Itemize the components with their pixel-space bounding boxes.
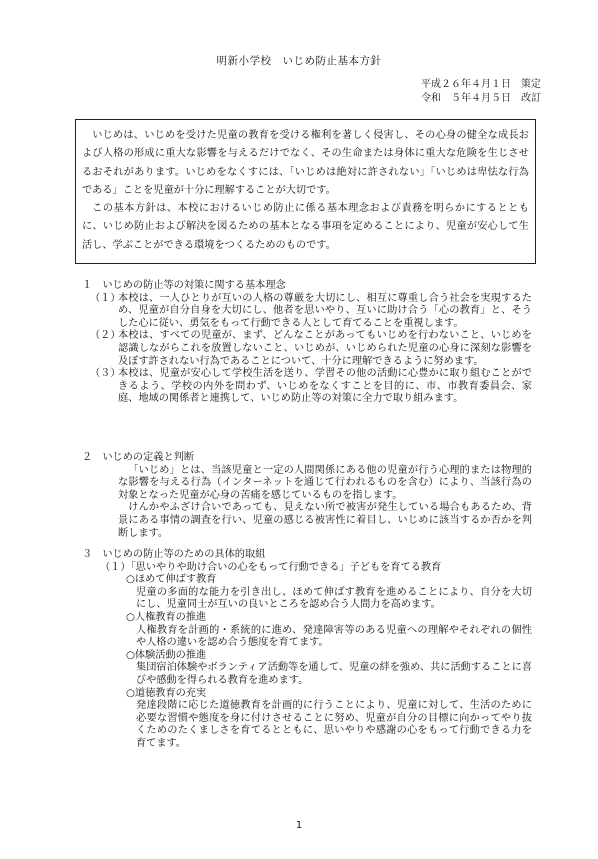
definition-paragraph: 「いじめ」とは、当該児童と一定の人間関係にある他の児童が行う心理的または物理的な影響を与える行為（インターネットを通じて行われるものを含む）により、当該行為の対象となった児童が心身の苦痛を感じているものを指します。	[118, 464, 532, 501]
section-3	[82, 549, 532, 751]
item-text: 本校は、一人ひとりが互いの人格の尊厳を大切にし、相互に尊重し合う社会を実現するため、児童が自分自身を大切にし、他者を思いやり、互いに助け合う「心の教育」と、そうした心に従い、勇気をもって行動できる人として育てることを重視します。	[118, 292, 532, 329]
section-1-item	[82, 330, 532, 368]
section-2-heading: ２ いじめの定義と判断	[82, 452, 195, 463]
section-1-item	[82, 293, 532, 331]
initiative-title: ○道徳教育の充実	[126, 687, 207, 699]
section-3-subheading: （１）「思いやりや助け合いの心をもって行動できる」子どもを育てる教育	[100, 561, 442, 573]
section-1	[82, 280, 532, 406]
revised-date: 令和 ５年４月５日 改訂	[421, 93, 541, 104]
intro-paragraph-2: この基本方針は、本校におけるいじめ防止に係る基本理念および責務を明らかにするとともに、いじめ防止および解決を図るための基本となる事項を定めることにより、児童が安心して生活し、学ぶことができる環境をつくるためのものです。	[82, 203, 529, 251]
initiative-title: ○ほめて伸ばす教育	[126, 574, 217, 586]
initiative-text: 発達段階に応じた道徳教育を計画的に行うことにより、児童に対して、生活のために必要な習慣や態度を身に付けさせることに努め、児童が自分の目標に向かってやり抜くためのたくましさを育てるとともに、思いやりや感謝の心をもって行動できる力を育てます。	[136, 700, 532, 749]
intro-box	[75, 119, 536, 264]
date-block	[421, 78, 541, 106]
initiative-title: ○体験活動の推進	[126, 649, 207, 661]
item-number: （３）	[90, 368, 121, 380]
item-text: 本校は、すべての児童が、まず、どんなことがあってもいじめを行わないこと、いじめを認識しながらこれを放置しないこと、いじめが、いじめられた児童の心身に深刻な影響を及ぼす許されない行為であることについて、十分に理解できるように努めます。	[118, 330, 532, 367]
section-1-item	[82, 368, 532, 406]
initiative-text: 児童の多面的な能力を引き出し、ほめて伸ばす教育を進めることにより、自分を大切にし、児童同士が互いの良いところを認め合う人間力を高めます。	[136, 586, 532, 611]
item-number: （１）	[90, 292, 121, 304]
item-text: 本校は、児童が安心して学校生活を送り、学習その他の活動に心豊かに取り組むことができるよう、学校の内外を問わず、いじめをなくすことを目的に、市、市教育委員会、家庭、地域の関係者と連携して、いじめ防止等の対策に全力で取り組みます。	[118, 368, 532, 405]
page-number: 1	[295, 820, 303, 831]
initiative-title: ○人権教育の推進	[126, 611, 207, 623]
initiative-text: 人権教育を計画的・系統的に進め、発達障害等のある児童への理解やそれぞれの個性や人格の違いを認め合う態度を育てます。	[136, 624, 532, 649]
judgment-paragraph: けんかやふざけ合いであっても、見えない所で被害が発生している場合もあるため、背景にある事情の調査を行い、児童の感じる被害性に着目し、いじめに該当するか否かを判断します。	[118, 502, 532, 539]
intro-paragraph-1: いじめは、いじめを受けた児童の教育を受ける権利を著しく侵害し、その心身の健全な成長および人格の形成に重大な影響を与えるだけでなく、その生命または身体に重大な危険を生じさせるおそれがあります。いじめをなくすには、「いじめは絶対に許されない」「いじめは卑怯な行為である」ことを児童が十分に理解することが大切です。	[82, 130, 529, 196]
item-number: （２）	[90, 330, 121, 342]
established-date: 平成２６年４月１日 策定	[421, 79, 541, 90]
document-title: 明新小学校 いじめ防止基本方針	[216, 55, 382, 67]
initiative-text: 集団宿泊体験やボランティア活動等を通して、児童の絆を強め、共に活動することに喜びや感動を得られる教育を進めます。	[136, 662, 532, 686]
section-1-heading: １ いじめの防止等の対策に関する基本理念	[82, 280, 286, 291]
section-3-heading: ３ いじめの防止等のための具体的取組	[82, 549, 266, 560]
section-2	[82, 452, 532, 540]
